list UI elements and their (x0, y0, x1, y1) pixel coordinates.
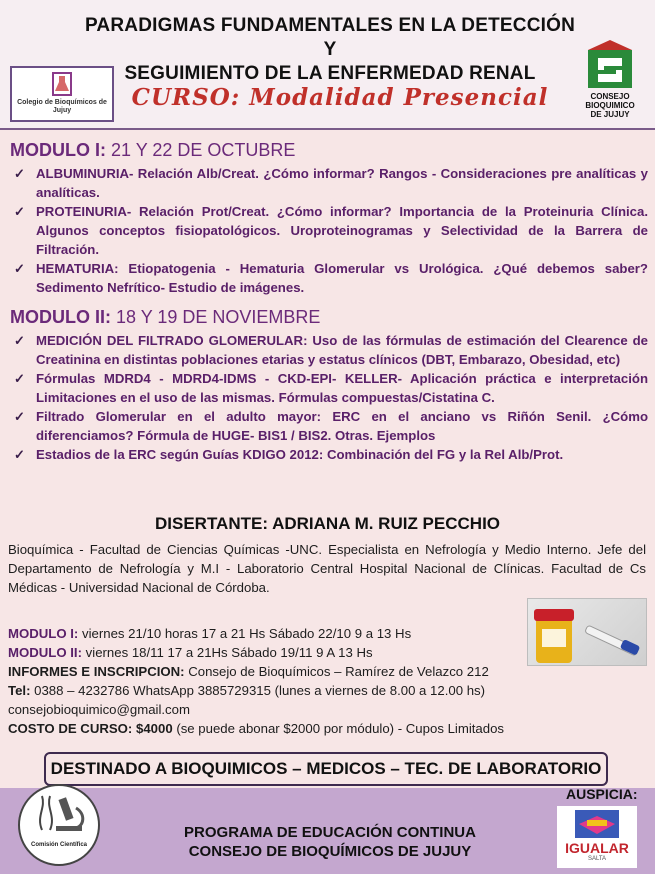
curso-heading: CURSO: Modalidad Presencial (131, 84, 549, 111)
colegio-logo (10, 66, 114, 122)
modulo-1-title (10, 140, 648, 161)
check-icon: ✓ (14, 261, 25, 276)
item-text: Fórmulas MDRD4 - MDRD4-IDMS - CKD-EPI- KELLER- Aplicación práctica e interpretación Limitaciones en el uso de las mismas. Fórmulas compuestas/Cistatina C. (36, 371, 648, 405)
footer-line-2: CONSEJO DE BIOQUÍMICOS DE JUJUY (188, 843, 472, 860)
modulo-1-list (8, 164, 648, 297)
comision-logo-text: Comisión Científica (30, 842, 87, 848)
header (0, 0, 655, 130)
check-icon: ✓ (14, 371, 25, 386)
modulo-1-dates: 21 Y 22 DE OCTUBRE (106, 140, 296, 160)
auspicia-label: AUSPICIA: (566, 786, 638, 802)
costo-text: (se puede abonar $2000 por módulo) - Cupos Limitados (172, 721, 505, 736)
modulo-1-label: MODULO I: (10, 140, 106, 160)
tel-text: 0388 – 4232786 WhatsApp 3885729315 (lunes a viernes de 8.00 a 12.00 hs) (30, 683, 486, 698)
course-content (8, 140, 648, 474)
flask-icon (52, 72, 72, 96)
modulo-2-schedule (8, 643, 648, 662)
item-text: MEDICIÓN DEL FILTRADO GLOMERULAR: Uso de las fórmulas de estimación del Clearence de Creatinina en distintas poblaciones etarias y estatus clínicos (DBT, Embarazo, Obesidad, etc) (36, 333, 648, 367)
costo-label: COSTO DE CURSO: $4000 (8, 721, 173, 736)
title-line-2: SEGUIMIENTO DE LA ENFERMEDAD RENAL (124, 63, 536, 84)
list-item (8, 445, 648, 464)
consejo-logo (574, 40, 646, 122)
list-item (8, 259, 648, 297)
page-title (80, 14, 580, 86)
email[interactable]: consejobioquimico@gmail.com (8, 702, 190, 717)
item-text: PROTEINURIA- Relación Prot/Creat. ¿Cómo informar? Importancia de la Proteinuria Clínica. Algunos conceptos fisiopatológicos. Uroproteinogramas y Selectividad de la Barrera de Filtración. (36, 204, 648, 257)
modulo-2-title (10, 307, 648, 328)
list-item (8, 407, 648, 445)
speaker-heading: DISERTANTE: ADRIANA M. RUIZ PECCHIO (154, 514, 501, 533)
list-item (8, 164, 648, 202)
item-text: HEMATURIA: Etiopatogenia - Hematuria Glomerular vs Urológica. ¿Qué debemos saber? Sedimento Nefrítico- Estudio de imágenes. (36, 261, 648, 295)
igualar-hands-icon (557, 806, 637, 840)
sponsor-name: IGUALAR (565, 840, 629, 856)
tel-label: Tel: (8, 683, 31, 698)
speaker-bio: Bioquímica - Facultad de Ciencias Químicas -UNC. Especialista en Nefrología y Medio Interno. Jefe del Departamento de Nefrología y M.I - Laboratorio Central Hospital Nacional de Clínicas. Facultad de Cs Médicas - Universidad Nacional de Córdoba. (8, 542, 646, 595)
modulo-2-list (8, 331, 648, 464)
list-item (8, 369, 648, 407)
consejo-text-3: DE JUJUY (590, 110, 630, 119)
check-icon: ✓ (14, 166, 25, 181)
check-icon: ✓ (14, 409, 25, 424)
consejo-text-2: BIOQUIMICO (585, 101, 635, 110)
microscope-icon (20, 786, 98, 842)
informes-row (8, 662, 648, 681)
item-text: ALBUMINURIA- Relación Alb/Creat. ¿Cómo informar? Rangos - Consideraciones pre analíticas y analíticas. (36, 166, 648, 200)
schedule-label: MODULO II: (8, 645, 82, 660)
igualar-logo (557, 806, 637, 868)
title-line-1: PARADIGMAS FUNDAMENTALES EN LA DETECCIÓN Y (84, 15, 576, 60)
modulo-2-label: MODULO II: (10, 307, 111, 327)
check-icon: ✓ (14, 447, 25, 462)
colegio-logo-text: Colegio de Bioquímicos de Jujuy (17, 99, 107, 114)
costo-row (8, 719, 648, 738)
modulo-1-schedule (8, 624, 648, 643)
schedule-text: viernes 18/11 17 a 21Hs Sábado 19/11 9 A 13 Hs (82, 645, 373, 660)
check-icon: ✓ (14, 333, 25, 348)
informes-text: Consejo de Bioquímicos – Ramírez de Velazco 212 (184, 664, 489, 679)
tel-row (8, 681, 648, 700)
consejo-emblem-icon (582, 40, 638, 90)
schedule-label: MODULO I: (8, 626, 79, 641)
consejo-logo-text (574, 92, 646, 119)
sponsor-sub: SALTA (587, 856, 607, 862)
consejo-text-1: CONSEJO (590, 92, 630, 101)
item-text: Estadios de la ERC según Guías KDIGO 2012: Combinación del FG y la Rel Alb/Prot. (36, 447, 564, 462)
schedule-info (8, 624, 648, 738)
list-item (8, 331, 648, 369)
schedule-text: viernes 21/10 horas 17 a 21 Hs Sábado 22/10 9 a 13 Hs (78, 626, 412, 641)
audience-banner: DESTINADO A BIOQUIMICOS – MEDICOS – TEC. DE LABORATORIO (44, 752, 608, 786)
check-icon: ✓ (14, 204, 25, 219)
informes-label: INFORMES E INSCRIPCION: (8, 664, 185, 679)
modulo-2-dates: 18 Y 19 DE NOVIEMBRE (111, 307, 321, 327)
list-item (8, 202, 648, 259)
footer-line-1: PROGRAMA DE EDUCACIÓN CONTINUA (184, 824, 476, 841)
item-text: Filtrado Glomerular en el adulto mayor: ERC en el anciano vs Riñón Senil. ¿Cómo diferenciamos? Fórmula de HUGE- BIS1 / BIS2. Otras. Ejemplos (36, 409, 648, 443)
comision-cientifica-logo (18, 784, 100, 866)
